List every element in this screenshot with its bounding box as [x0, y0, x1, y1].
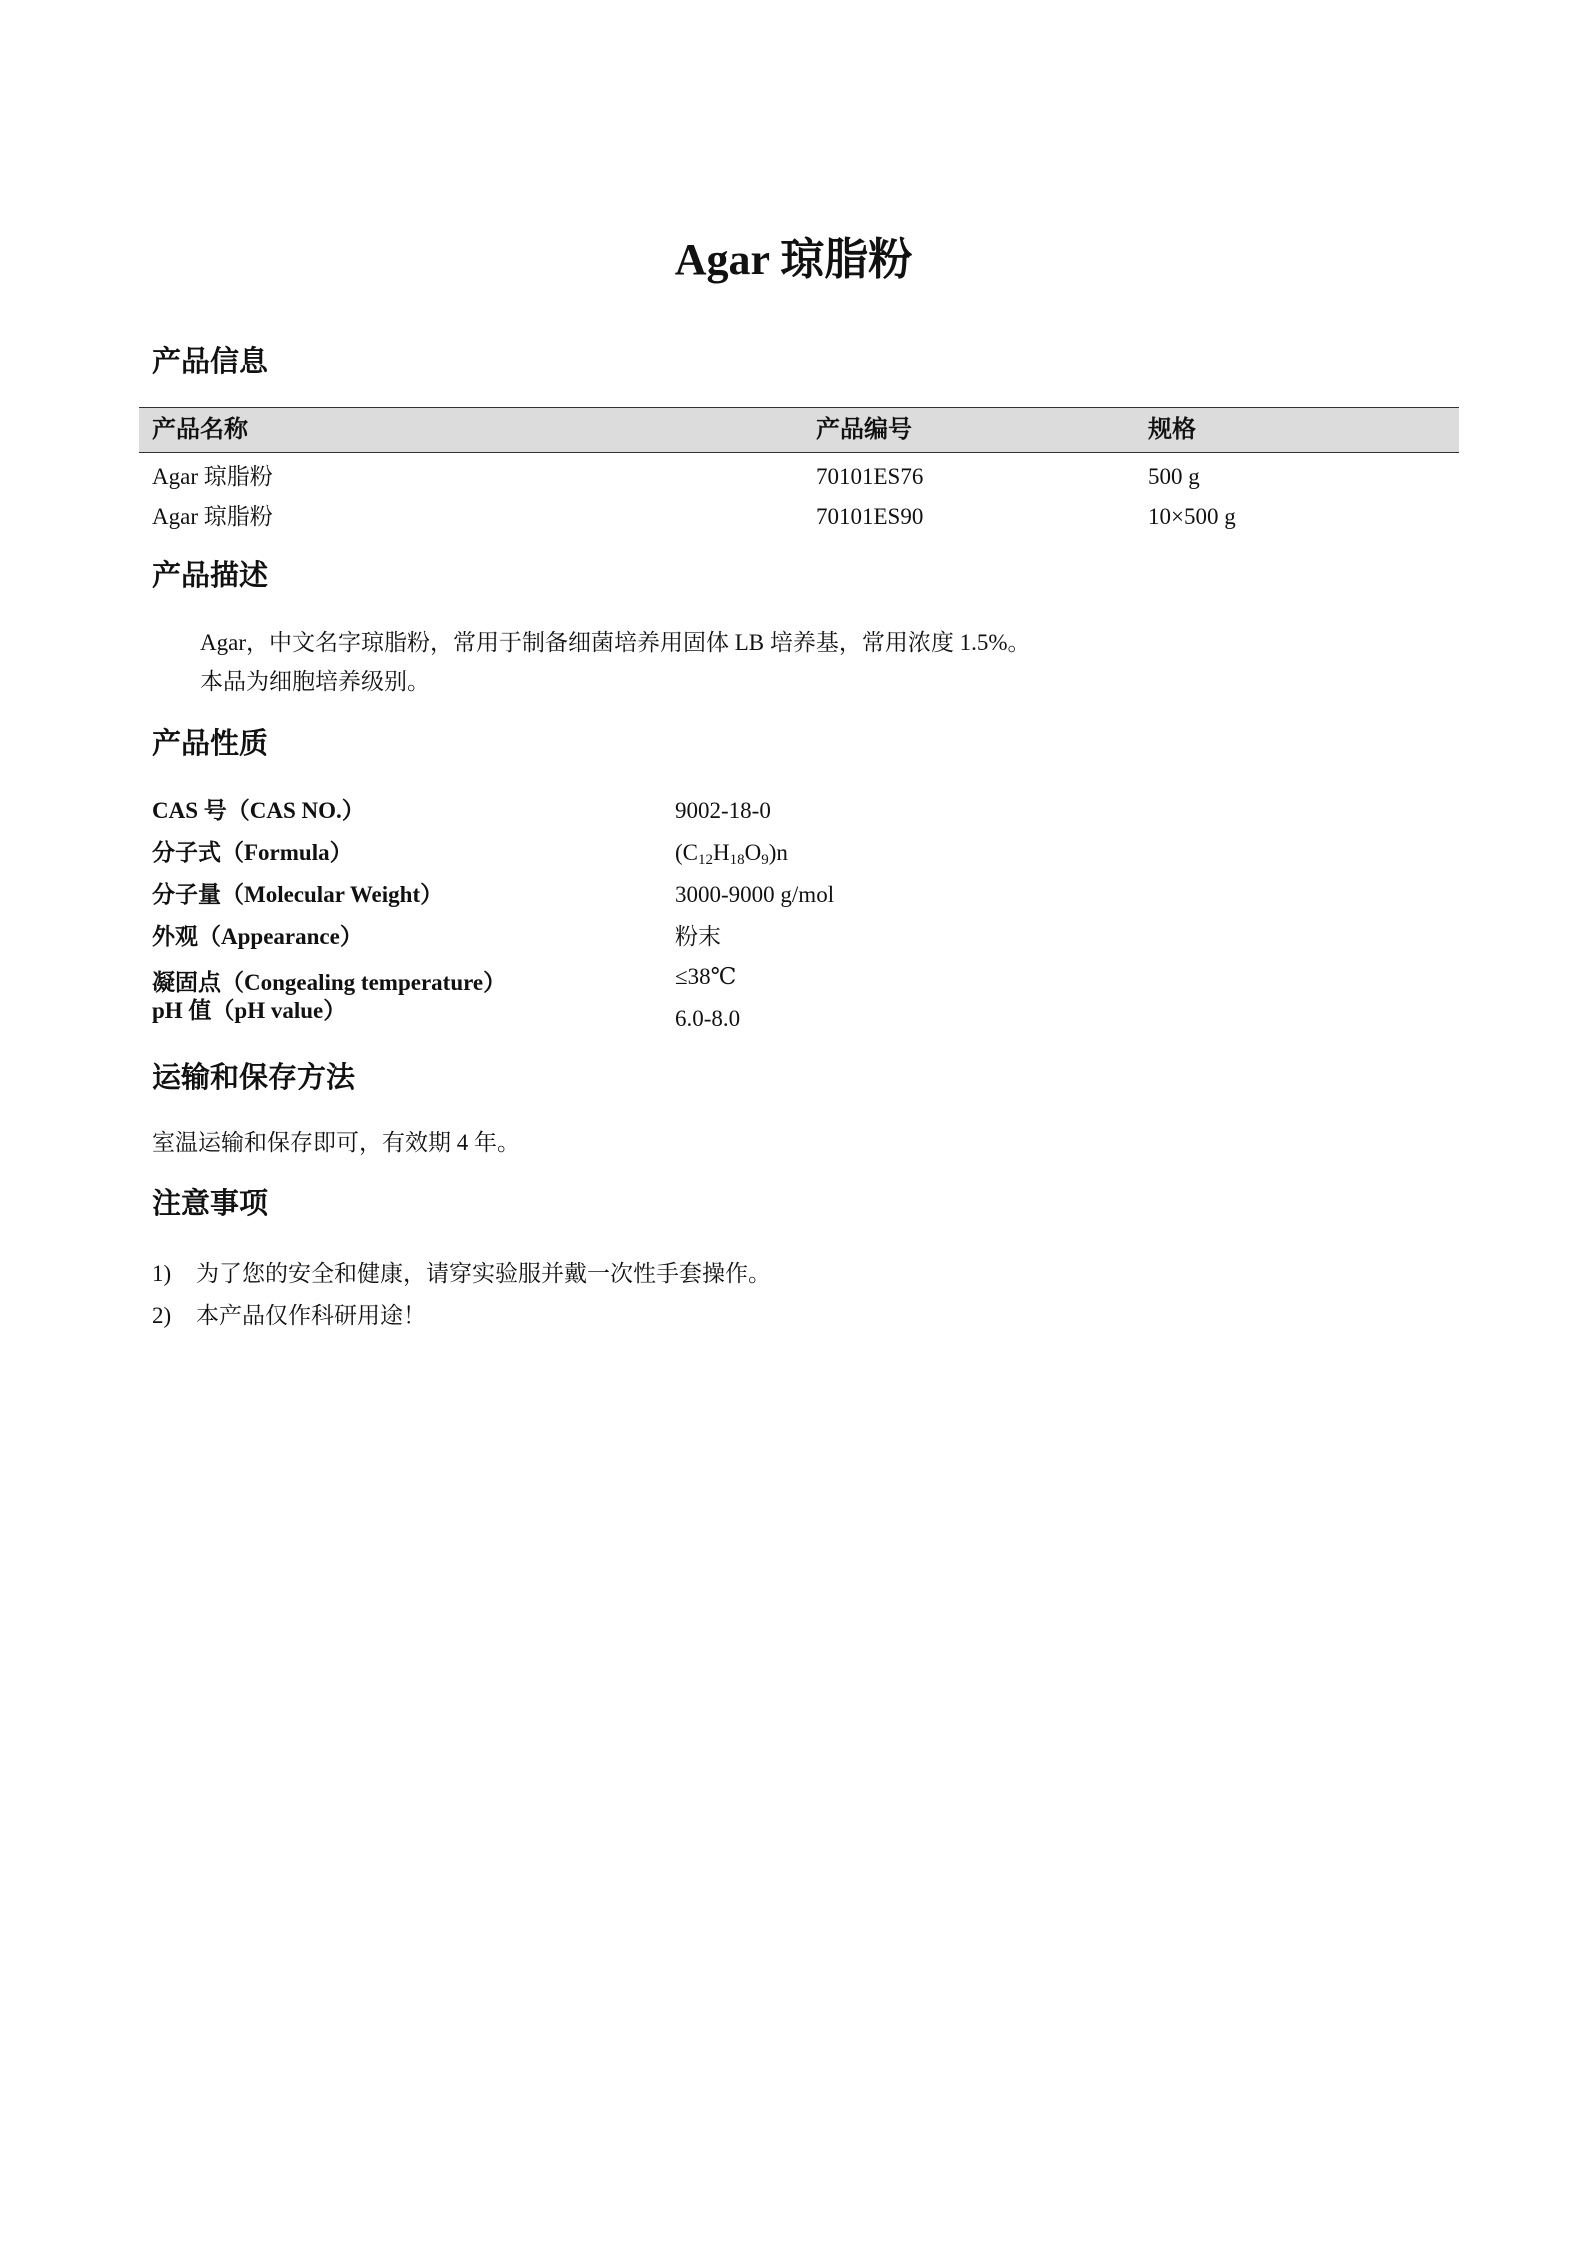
property-label: 外观（Appearance） [152, 924, 363, 949]
header-product-name: 产品名称 [152, 417, 248, 443]
section-heading-notes: 注意事项 [152, 1188, 269, 1220]
cell-product-number: 70101ES90 [816, 504, 924, 529]
formula-h-symbol: H [713, 840, 730, 865]
formula-subscript-c: 12 [698, 852, 713, 868]
formula-subscript-h: 18 [729, 852, 745, 868]
table-row [139, 457, 1459, 497]
formula-subscript-o: 9 [761, 852, 769, 868]
formula-close: )n [768, 840, 788, 865]
property-row-appearance [152, 916, 1252, 958]
section-heading-product-info: 产品信息 [152, 346, 269, 378]
table-header [139, 407, 1459, 453]
description-line-1: Agar，中文名字琼脂粉，常用于制备细菌培养用固体 LB 培养基，常用浓度 1.5%。 [200, 630, 1031, 655]
header-product-number: 产品编号 [816, 417, 912, 443]
property-value: 3000-9000 g/mol [675, 882, 835, 907]
table-body [139, 453, 1459, 537]
note-number: 1) [152, 1261, 172, 1286]
cell-product-name: Agar 琼脂粉 [152, 464, 273, 489]
property-row-molecular-weight [152, 874, 1252, 916]
property-label: CAS 号（CAS NO.） [152, 798, 365, 823]
description-line-2: 本品为细胞培养级别。 [200, 669, 430, 694]
property-value: 9002-18-0 [675, 798, 771, 823]
list-item [152, 1295, 771, 1337]
table-row [139, 497, 1459, 537]
properties-list [152, 790, 1252, 1036]
list-item [152, 1253, 771, 1295]
property-value: ≤38℃ [675, 964, 737, 989]
note-number: 2) [152, 1303, 172, 1328]
property-value: 6.0-8.0 [675, 1006, 741, 1031]
property-row-cas [152, 790, 1252, 832]
notes-list [152, 1253, 771, 1337]
property-row-congealing [152, 958, 1252, 994]
formula-o-symbol: O [744, 840, 762, 865]
note-text: 本产品仅作科研用途！ [196, 1303, 426, 1328]
property-label: pH 值（pH value） [152, 998, 347, 1023]
cell-product-name: Agar 琼脂粉 [152, 504, 273, 529]
document-title: Agar 琼脂粉 [674, 235, 913, 284]
property-row-ph [152, 994, 1252, 1036]
section-heading-properties: 产品性质 [152, 728, 269, 760]
note-text: 为了您的安全和健康，请穿实验服并戴一次性手套操作。 [196, 1261, 771, 1286]
header-spec: 规格 [1148, 417, 1196, 443]
formula-open: (C [675, 840, 698, 865]
property-value: 粉末 [675, 924, 721, 949]
product-table [139, 407, 1459, 537]
section-heading-storage: 运输和保存方法 [152, 1062, 356, 1094]
section-heading-description: 产品描述 [152, 560, 269, 592]
cell-spec: 500 g [1148, 464, 1200, 489]
cell-spec: 10×500 g [1148, 504, 1236, 529]
cell-product-number: 70101ES76 [816, 464, 924, 489]
property-label: 分子式（Formula） [152, 840, 353, 865]
property-label: 凝固点（Congealing temperature） [152, 970, 507, 995]
storage-text: 室温运输和保存即可，有效期 4 年。 [152, 1130, 520, 1155]
property-label: 分子量（Molecular Weight） [152, 882, 444, 907]
property-row-formula [152, 832, 1252, 874]
